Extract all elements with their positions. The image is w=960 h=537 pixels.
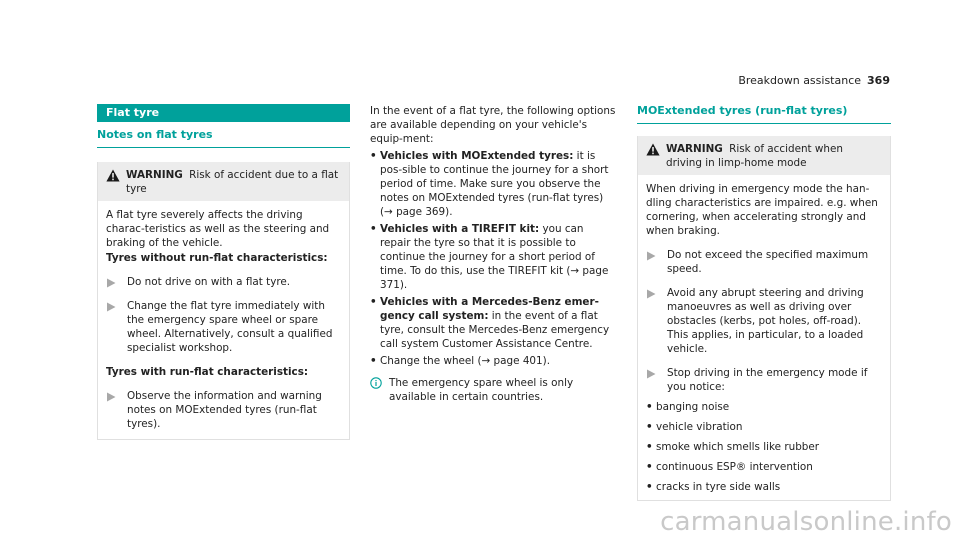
option-text: Change the wheel (→ page 401). [380,355,551,367]
option-text: you can repair the tyre so that it is possible to continue the journey for a short period of time. To do this, use the TIREFIT kit (→ page 371). [380,223,609,291]
warning-text: Risk of accident due to a flat tyre [126,169,339,195]
heading-with-runflat: Tyres with run-flat characteristics: [106,366,309,378]
column-moextended [637,104,891,501]
running-header-section: Breakdown assistance [738,74,862,87]
step-arrow-icon [106,275,117,289]
list-item: • Vehicles with a Mercedes-Benz emer-gency call system: in the event of a flat tyre, consult the Mercedes-Benz emergency call system Customer Assistance Centre. [370,296,610,350]
list-item: • banging noise [646,400,882,414]
heading-without-runflat: Tyres without run-flat characteristics: [106,252,328,264]
symptom-text: smoke which smells like rubber [656,441,820,453]
step-arrow-icon [646,366,657,394]
section-title: Flat tyre [97,104,350,122]
step-item [646,366,882,394]
running-header [738,74,890,88]
step-item [106,275,341,289]
warning-triangle-icon [106,169,120,182]
warning-label: WARNING [666,143,723,155]
step-item [106,299,341,355]
step-item [646,286,882,356]
warning-header [638,136,890,175]
option-label: Vehicles with a TIREFIT kit: [380,223,540,235]
step-text: Observe the information and warning notes on MOExtended tyres (run-flat tyres). [127,390,322,430]
list-item: • continuous ESP® intervention [646,460,882,474]
list-item: • Vehicles with MOExtended tyres: it is pos-sible to continue the journey for a short period of time. Make sure you observe the notes on MOExtended tyres (run-flat tyres) (→ page 369). [370,150,609,218]
column-options [370,104,617,404]
step-text: Change the flat tyre immediately with the emergency spare wheel or spare wheel. Alternatively, consult a qualified specialist workshop. [127,300,333,354]
page-number: 369 [867,74,890,87]
subheading-moextended: MOExtended tyres (run-flat tyres) [637,104,891,124]
warning-triangle-icon [646,143,660,156]
symptom-text: vehicle vibration [656,421,743,433]
option-label: Vehicles with a Mercedes-Benz emer-gency call system: [380,296,599,322]
note [370,376,617,404]
subheading-notes: Notes on flat tyres [97,128,350,148]
step-arrow-icon [646,248,657,276]
warning-box-flat-tyre [97,162,350,440]
step-arrow-icon [106,299,117,355]
options-list [370,149,617,368]
warning-body [98,201,349,439]
symptom-text: cracks in tyre side walls [656,481,781,493]
warning-body [638,175,890,500]
warning-text: Risk of accident when driving in limp-home mode [666,143,843,169]
warning-header [98,162,349,201]
symptom-text: continuous ESP® intervention [656,461,813,473]
warning-box-limp-home [637,136,891,501]
list-item: • vehicle vibration [646,420,882,434]
step-item [106,389,341,431]
step-text: Do not drive on with a flat tyre. [127,276,291,288]
warning-label: WARNING [126,169,183,181]
list-item: • smoke which smells like rubber [646,440,882,454]
list-item: • Change the wheel (→ page 401). [370,355,551,367]
list-item: • Vehicles with a TIREFIT kit: you can repair the tyre so that it is possible to continue the journey for a short period of time. To do this, use the TIREFIT kit (→ page 371). [370,223,609,291]
step-arrow-icon [646,286,657,356]
step-text: Stop driving in the emergency mode if you notice: [667,367,868,393]
option-text: it is pos-sible to continue the journey for a short period of time. Make sure you observe the notes on MOExtended tyres (run-flat tyres) (→ page 369). [380,150,609,218]
intro-text: In the event of a flat tyre, the following options are available depending on your vehicle's equip-ment: [370,105,616,145]
step-item [646,248,882,276]
list-item: • cracks in tyre side walls [646,480,882,494]
step-text: Do not exceed the specified maximum speed. [667,249,869,275]
step-text: Avoid any abrupt steering and driving manoeuvres as well as driving over obstacles (kerbs, pot holes, off-road). This applies, in particular, to a loaded vehicle. [667,287,864,355]
watermark: carmanualsonline.info [660,507,952,537]
symptom-list [646,400,882,494]
step-arrow-icon [106,389,117,431]
warning-description: A flat tyre severely affects the driving charac-teristics as well as the steering and braking of the vehicle. [106,209,330,249]
info-icon [370,377,382,389]
symptom-text: banging noise [656,401,730,413]
column-flat-tyre [97,104,350,440]
option-label: Vehicles with MOExtended tyres: [380,150,574,162]
note-text: The emergency spare wheel is only available in certain countries. [389,377,574,403]
warning-description: When driving in emergency mode the han-dling characteristics are impaired. e.g. when cornering, when accelerating strongly and when braking. [646,183,878,237]
option-text: in the event of a flat tyre, consult the Mercedes-Benz emergency call system Customer Assistance Centre. [380,310,610,350]
